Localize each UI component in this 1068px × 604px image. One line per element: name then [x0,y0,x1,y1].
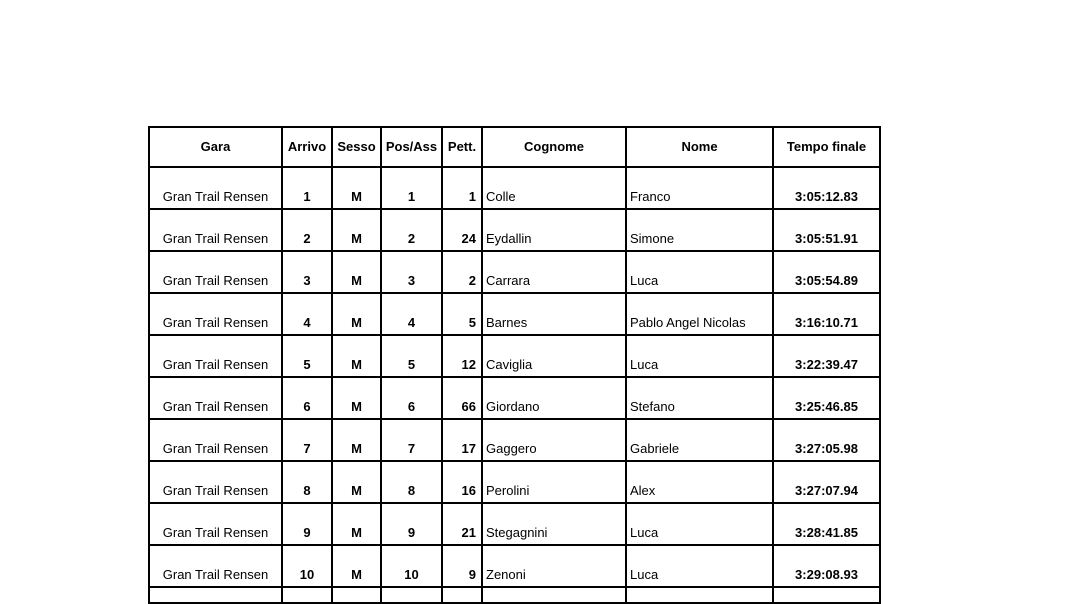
cell-pos-ass: 3 [381,251,442,293]
cell-nome: Pablo Angel Nicolas [626,293,773,335]
cell-arrivo: 9 [282,503,332,545]
cell-nome: Luca [626,545,773,587]
cell-gara: Gran Trail Rensen [149,503,282,545]
cell-empty [381,587,442,603]
cell-arrivo: 4 [282,293,332,335]
cell-pett: 1 [442,167,482,209]
cell-tempo: 3:05:51.91 [773,209,880,251]
header-pos-ass: Pos/Ass [381,127,442,167]
header-nome: Nome [626,127,773,167]
cell-tempo: 3:05:12.83 [773,167,880,209]
cell-pett: 16 [442,461,482,503]
cell-sesso: M [332,377,381,419]
cell-cognome: Giordano [482,377,626,419]
cell-sesso: M [332,503,381,545]
cell-cognome: Gaggero [482,419,626,461]
cell-cognome: Stegagnini [482,503,626,545]
table-row [149,419,880,461]
cell-pos-ass: 9 [381,503,442,545]
header-pett: Pett. [442,127,482,167]
table-row [149,167,880,209]
cell-cognome: Colle [482,167,626,209]
cell-nome: Gabriele [626,419,773,461]
cell-nome: Simone [626,209,773,251]
cell-gara: Gran Trail Rensen [149,377,282,419]
cell-cognome: Caviglia [482,335,626,377]
cell-gara: Gran Trail Rensen [149,293,282,335]
header-arrivo: Arrivo [282,127,332,167]
cell-sesso: M [332,209,381,251]
table-row [149,461,880,503]
cell-pett: 21 [442,503,482,545]
table-row [149,503,880,545]
cell-pos-ass: 6 [381,377,442,419]
cell-arrivo: 1 [282,167,332,209]
cell-empty [149,587,282,603]
cell-arrivo: 3 [282,251,332,293]
cell-arrivo: 5 [282,335,332,377]
table-row [149,335,880,377]
cell-tempo: 3:22:39.47 [773,335,880,377]
cell-gara: Gran Trail Rensen [149,545,282,587]
results-table [148,126,881,604]
cell-sesso: M [332,461,381,503]
cell-sesso: M [332,335,381,377]
cell-pos-ass: 5 [381,335,442,377]
cell-cognome: Eydallin [482,209,626,251]
cell-arrivo: 10 [282,545,332,587]
cell-pos-ass: 1 [381,167,442,209]
cell-tempo: 3:28:41.85 [773,503,880,545]
cell-tempo: 3:16:10.71 [773,293,880,335]
cell-pett: 17 [442,419,482,461]
header-sesso: Sesso [332,127,381,167]
cell-sesso: M [332,545,381,587]
cell-empty [282,587,332,603]
cell-arrivo: 7 [282,419,332,461]
cell-gara: Gran Trail Rensen [149,419,282,461]
cell-sesso: M [332,251,381,293]
cell-empty [773,587,880,603]
cell-empty [442,587,482,603]
cell-pos-ass: 2 [381,209,442,251]
cell-cognome: Barnes [482,293,626,335]
cell-tempo: 3:27:05.98 [773,419,880,461]
cell-tempo: 3:05:54.89 [773,251,880,293]
cell-tempo: 3:27:07.94 [773,461,880,503]
table-row [149,377,880,419]
header-tempo: Tempo finale [773,127,880,167]
cell-gara: Gran Trail Rensen [149,461,282,503]
cell-tempo: 3:25:46.85 [773,377,880,419]
cell-gara: Gran Trail Rensen [149,251,282,293]
cell-empty [626,587,773,603]
cell-cognome: Carrara [482,251,626,293]
cell-nome: Franco [626,167,773,209]
cell-sesso: M [332,293,381,335]
cell-pett: 2 [442,251,482,293]
table-row [149,209,880,251]
cell-pett: 5 [442,293,482,335]
cell-nome: Alex [626,461,773,503]
cell-arrivo: 2 [282,209,332,251]
cell-nome: Luca [626,503,773,545]
cell-sesso: M [332,419,381,461]
cell-nome: Luca [626,251,773,293]
header-gara: Gara [149,127,282,167]
header-cognome: Cognome [482,127,626,167]
cell-cognome: Zenoni [482,545,626,587]
cell-pett: 24 [442,209,482,251]
cell-empty [332,587,381,603]
cell-nome: Luca [626,335,773,377]
cell-pos-ass: 4 [381,293,442,335]
cell-nome: Stefano [626,377,773,419]
cell-arrivo: 8 [282,461,332,503]
cell-sesso: M [332,167,381,209]
cell-pett: 12 [442,335,482,377]
cell-gara: Gran Trail Rensen [149,167,282,209]
table-row [149,293,880,335]
cell-pos-ass: 8 [381,461,442,503]
cell-gara: Gran Trail Rensen [149,209,282,251]
header-row [149,127,880,167]
cell-empty [482,587,626,603]
table-row [149,545,880,587]
cell-pett: 66 [442,377,482,419]
cell-pos-ass: 10 [381,545,442,587]
cell-pos-ass: 7 [381,419,442,461]
table-row-partial [149,587,880,603]
cell-pett: 9 [442,545,482,587]
cell-cognome: Perolini [482,461,626,503]
table-row [149,251,880,293]
cell-gara: Gran Trail Rensen [149,335,282,377]
cell-tempo: 3:29:08.93 [773,545,880,587]
cell-arrivo: 6 [282,377,332,419]
